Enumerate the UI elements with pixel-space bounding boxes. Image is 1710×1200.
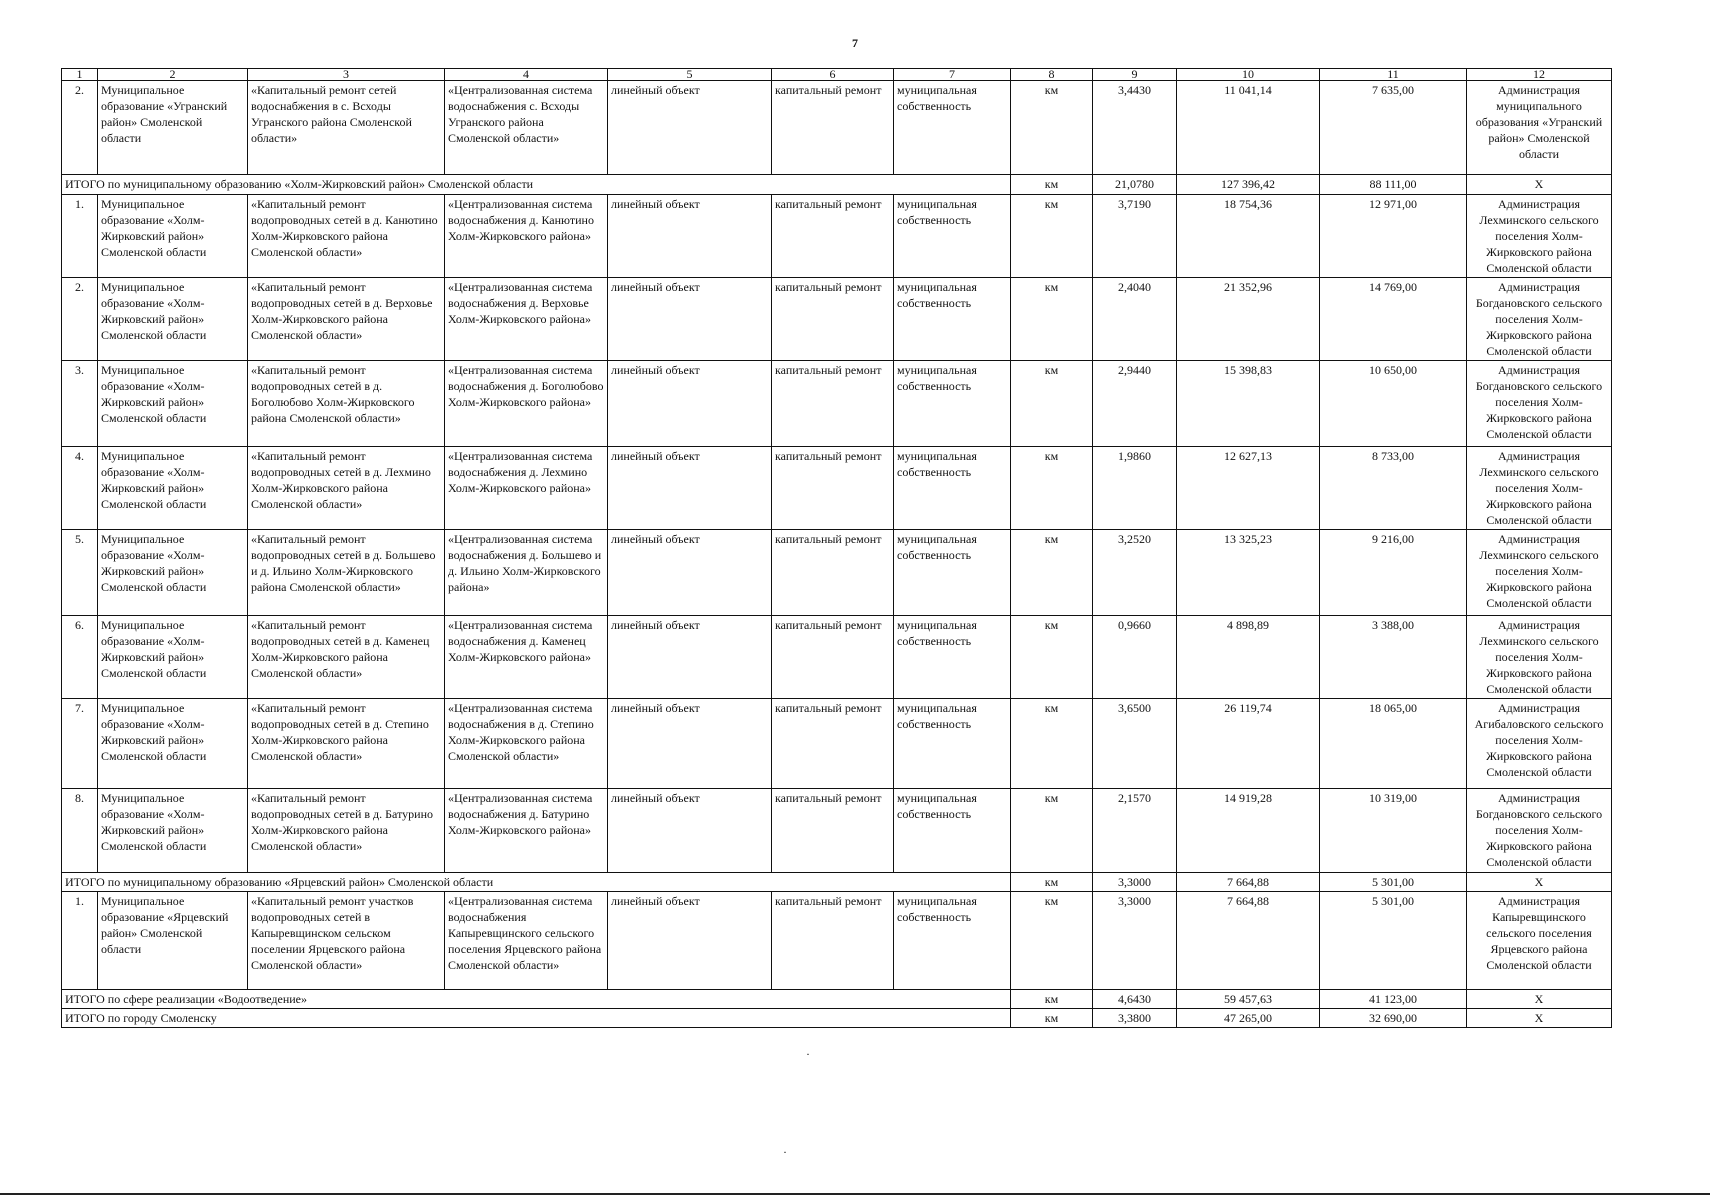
cost-cell: 13 325,23 bbox=[1177, 530, 1320, 616]
amount-cell: 14 769,00 bbox=[1320, 278, 1467, 361]
amount-cell: 10 650,00 bbox=[1320, 361, 1467, 447]
table-row bbox=[62, 789, 1612, 873]
ownership-cell: муниципальная собственность bbox=[894, 892, 1011, 990]
unit-cell: км bbox=[1011, 175, 1093, 195]
municipality-cell: Муниципальное образование «Холм-Жирковский район» Смоленской области bbox=[98, 616, 248, 699]
table-row bbox=[62, 278, 1612, 361]
object-type-cell: линейный объект bbox=[608, 447, 772, 530]
responsible-cell: Администрация муниципального образования «Угранский район» Смоленской области bbox=[1467, 81, 1612, 175]
responsible-cell: Администрация Лехминского сельского поселения Холм-Жирковского района Смоленской области bbox=[1467, 195, 1612, 278]
cost-cell: 15 398,83 bbox=[1177, 361, 1320, 447]
municipality-cell: Муниципальное образование «Угранский район» Смоленской области bbox=[98, 81, 248, 175]
amount-cell: 10 319,00 bbox=[1320, 789, 1467, 873]
measure-cell: «Капитальный ремонт водопроводных сетей в д. Каменец Холм-Жирковского района Смоленской области» bbox=[248, 616, 445, 699]
amount-cell: 5 301,00 bbox=[1320, 892, 1467, 990]
object-cell: «Централизованная система водоснабжения в д. Степино Холм-Жирковского района Смоленской области» bbox=[445, 699, 608, 789]
length-cell: 3,3000 bbox=[1093, 892, 1177, 990]
cost-cell: 47 265,00 bbox=[1177, 1009, 1320, 1028]
municipality-cell: Муниципальное образование «Холм-Жирковский район» Смоленской области bbox=[98, 699, 248, 789]
municipality-cell: Муниципальное образование «Холм-Жирковский район» Смоленской области bbox=[98, 530, 248, 616]
column-header: 5 bbox=[608, 69, 772, 81]
column-header: 8 bbox=[1011, 69, 1093, 81]
amount-cell: 7 635,00 bbox=[1320, 81, 1467, 175]
ownership-cell: муниципальная собственность bbox=[894, 447, 1011, 530]
unit-cell: км bbox=[1011, 873, 1093, 892]
object-cell: «Централизованная система водоснабжения д. Батурино Холм-Жирковского района» bbox=[445, 789, 608, 873]
municipality-cell: Муниципальное образование «Холм-Жирковский район» Смоленской области bbox=[98, 278, 248, 361]
responsible-cell: Х bbox=[1467, 175, 1612, 195]
object-cell: «Централизованная система водоснабжения д. Канютино Холм-Жирковского района» bbox=[445, 195, 608, 278]
total-row bbox=[62, 990, 1612, 1009]
row-number: 2. bbox=[62, 81, 98, 175]
length-cell: 3,4430 bbox=[1093, 81, 1177, 175]
responsible-cell: Администрация Богдановского сельского поселения Холм-Жирковского района Смоленской области bbox=[1467, 278, 1612, 361]
ownership-cell: муниципальная собственность bbox=[894, 789, 1011, 873]
measure-cell: «Капитальный ремонт сетей водоснабжения в с. Всходы Угранского района Смоленской области» bbox=[248, 81, 445, 175]
measure-cell: «Капитальный ремонт водопроводных сетей в д. Лехмино Холм-Жирковского района Смоленской области» bbox=[248, 447, 445, 530]
length-cell: 1,9860 bbox=[1093, 447, 1177, 530]
amount-cell: 18 065,00 bbox=[1320, 699, 1467, 789]
object-type-cell: линейный объект bbox=[608, 195, 772, 278]
unit-cell: км bbox=[1011, 990, 1093, 1009]
unit-cell: км bbox=[1011, 195, 1093, 278]
table-row bbox=[62, 892, 1612, 990]
responsible-cell: Администрация Лехминского сельского поселения Холм-Жирковского района Смоленской области bbox=[1467, 616, 1612, 699]
object-type-cell: линейный объект bbox=[608, 81, 772, 175]
unit-cell: км bbox=[1011, 278, 1093, 361]
ownership-cell: муниципальная собственность bbox=[894, 278, 1011, 361]
object-type-cell: линейный объект bbox=[608, 530, 772, 616]
municipality-cell: Муниципальное образование «Холм-Жирковский район» Смоленской области bbox=[98, 447, 248, 530]
column-header: 3 bbox=[248, 69, 445, 81]
table-row bbox=[62, 195, 1612, 278]
measure-cell: «Капитальный ремонт водопроводных сетей в д. Большево и д. Ильино Холм-Жирковского района Смоленской области» bbox=[248, 530, 445, 616]
row-number: 1. bbox=[62, 195, 98, 278]
amount-cell: 32 690,00 bbox=[1320, 1009, 1467, 1028]
column-number-row bbox=[62, 69, 1612, 81]
work-type-cell: капитальный ремонт bbox=[772, 195, 894, 278]
length-cell: 3,7190 bbox=[1093, 195, 1177, 278]
work-type-cell: капитальный ремонт bbox=[772, 530, 894, 616]
length-cell: 3,3800 bbox=[1093, 1009, 1177, 1028]
table-row bbox=[62, 447, 1612, 530]
length-cell: 2,9440 bbox=[1093, 361, 1177, 447]
cost-cell: 127 396,42 bbox=[1177, 175, 1320, 195]
cost-cell: 4 898,89 bbox=[1177, 616, 1320, 699]
object-cell: «Централизованная система водоснабжения д. Верховье Холм-Жирковского района» bbox=[445, 278, 608, 361]
responsible-cell: Х bbox=[1467, 990, 1612, 1009]
object-cell: «Централизованная система водоснабжения д. Лехмино Холм-Жирковского района» bbox=[445, 447, 608, 530]
measure-cell: «Капитальный ремонт водопроводных сетей в д. Степино Холм-Жирковского района Смоленской области» bbox=[248, 699, 445, 789]
ownership-cell: муниципальная собственность bbox=[894, 616, 1011, 699]
column-header: 11 bbox=[1320, 69, 1467, 81]
work-type-cell: капитальный ремонт bbox=[772, 699, 894, 789]
amount-cell: 5 301,00 bbox=[1320, 873, 1467, 892]
measure-cell: «Капитальный ремонт водопроводных сетей в д. Верховье Холм-Жирковского района Смоленской области» bbox=[248, 278, 445, 361]
object-type-cell: линейный объект bbox=[608, 789, 772, 873]
scan-dot: · bbox=[806, 1047, 810, 1061]
column-header: 6 bbox=[772, 69, 894, 81]
total-row bbox=[62, 1009, 1612, 1028]
object-cell: «Централизованная система водоснабжения д. Большево и д. Ильино Холм-Жирковского района» bbox=[445, 530, 608, 616]
amount-cell: 12 971,00 bbox=[1320, 195, 1467, 278]
amount-cell: 3 388,00 bbox=[1320, 616, 1467, 699]
amount-cell: 8 733,00 bbox=[1320, 447, 1467, 530]
cost-cell: 59 457,63 bbox=[1177, 990, 1320, 1009]
object-cell: «Централизованная система водоснабжения д. Боголюбово Холм-Жирковского района» bbox=[445, 361, 608, 447]
work-type-cell: капитальный ремонт bbox=[772, 447, 894, 530]
cost-cell: 7 664,88 bbox=[1177, 873, 1320, 892]
scan-dot: · bbox=[783, 1145, 787, 1159]
length-cell: 3,3000 bbox=[1093, 873, 1177, 892]
responsible-cell: Администрация Лехминского сельского поселения Холм-Жирковского района Смоленской области bbox=[1467, 447, 1612, 530]
table-row bbox=[62, 616, 1612, 699]
measure-cell: «Капитальный ремонт водопроводных сетей в д. Канютино Холм-Жирковского района Смоленской области» bbox=[248, 195, 445, 278]
municipality-cell: Муниципальное образование «Холм-Жирковский район» Смоленской области bbox=[98, 195, 248, 278]
total-row bbox=[62, 175, 1612, 195]
ownership-cell: муниципальная собственность bbox=[894, 699, 1011, 789]
column-header: 12 bbox=[1467, 69, 1612, 81]
responsible-cell: Х bbox=[1467, 873, 1612, 892]
total-label: ИТОГО по муниципальному образованию «Холм-Жирковский район» Смоленской области bbox=[62, 175, 1011, 195]
responsible-cell: Администрация Капыревщинского сельского поселения Ярцевского района Смоленской области bbox=[1467, 892, 1612, 990]
unit-cell: км bbox=[1011, 892, 1093, 990]
total-label: ИТОГО по сфере реализации «Водоотведение» bbox=[62, 990, 1011, 1009]
amount-cell: 41 123,00 bbox=[1320, 990, 1467, 1009]
object-type-cell: линейный объект bbox=[608, 699, 772, 789]
cost-cell: 7 664,88 bbox=[1177, 892, 1320, 990]
column-header: 7 bbox=[894, 69, 1011, 81]
cost-cell: 12 627,13 bbox=[1177, 447, 1320, 530]
measure-cell: «Капитальный ремонт участков водопроводных сетей в Капыревщинском сельском поселении Ярцевского района Смоленской области» bbox=[248, 892, 445, 990]
amount-cell: 88 111,00 bbox=[1320, 175, 1467, 195]
work-type-cell: капитальный ремонт bbox=[772, 361, 894, 447]
table-body bbox=[62, 81, 1612, 1028]
responsible-cell: Администрация Агибаловского сельского поселения Холм-Жирковского района Смоленской области bbox=[1467, 699, 1612, 789]
length-cell: 3,2520 bbox=[1093, 530, 1177, 616]
row-number: 2. bbox=[62, 278, 98, 361]
total-label: ИТОГО по городу Смоленску bbox=[62, 1009, 1011, 1028]
responsible-cell: Администрация Лехминского сельского поселения Холм-Жирковского района Смоленской области bbox=[1467, 530, 1612, 616]
row-number: 8. bbox=[62, 789, 98, 873]
object-type-cell: линейный объект bbox=[608, 361, 772, 447]
measure-cell: «Капитальный ремонт водопроводных сетей в д. Батурино Холм-Жирковского района Смоленской области» bbox=[248, 789, 445, 873]
cost-cell: 26 119,74 bbox=[1177, 699, 1320, 789]
row-number: 7. bbox=[62, 699, 98, 789]
table-row bbox=[62, 699, 1612, 789]
work-type-cell: капитальный ремонт bbox=[772, 892, 894, 990]
length-cell: 21,0780 bbox=[1093, 175, 1177, 195]
unit-cell: км bbox=[1011, 361, 1093, 447]
object-cell: «Централизованная система водоснабжения Капыревщинского сельского поселения Ярцевского района Смоленской области» bbox=[445, 892, 608, 990]
length-cell: 4,6430 bbox=[1093, 990, 1177, 1009]
unit-cell: км bbox=[1011, 530, 1093, 616]
responsible-cell: Администрация Богдановского сельского поселения Холм-Жирковского района Смоленской области bbox=[1467, 789, 1612, 873]
unit-cell: км bbox=[1011, 81, 1093, 175]
column-header: 4 bbox=[445, 69, 608, 81]
page-number: 7 bbox=[852, 36, 858, 50]
ownership-cell: муниципальная собственность bbox=[894, 361, 1011, 447]
cost-cell: 18 754,36 bbox=[1177, 195, 1320, 278]
work-type-cell: капитальный ремонт bbox=[772, 278, 894, 361]
unit-cell: км bbox=[1011, 447, 1093, 530]
column-header: 2 bbox=[98, 69, 248, 81]
column-header: 1 bbox=[62, 69, 98, 81]
work-type-cell: капитальный ремонт bbox=[772, 616, 894, 699]
object-type-cell: линейный объект bbox=[608, 278, 772, 361]
unit-cell: км bbox=[1011, 789, 1093, 873]
row-number: 3. bbox=[62, 361, 98, 447]
row-number: 1. bbox=[62, 892, 98, 990]
unit-cell: км bbox=[1011, 699, 1093, 789]
ownership-cell: муниципальная собственность bbox=[894, 81, 1011, 175]
table-row bbox=[62, 81, 1612, 175]
responsible-cell: Администрация Богдановского сельского поселения Холм-Жирковского района Смоленской области bbox=[1467, 361, 1612, 447]
total-row bbox=[62, 873, 1612, 892]
table-row bbox=[62, 530, 1612, 616]
object-cell: «Централизованная система водоснабжения д. Каменец Холм-Жирковского района» bbox=[445, 616, 608, 699]
work-type-cell: капитальный ремонт bbox=[772, 81, 894, 175]
length-cell: 3,6500 bbox=[1093, 699, 1177, 789]
amount-cell: 9 216,00 bbox=[1320, 530, 1467, 616]
row-number: 4. bbox=[62, 447, 98, 530]
responsible-cell: Х bbox=[1467, 1009, 1612, 1028]
cost-cell: 11 041,14 bbox=[1177, 81, 1320, 175]
length-cell: 2,1570 bbox=[1093, 789, 1177, 873]
cost-cell: 14 919,28 bbox=[1177, 789, 1320, 873]
column-header: 10 bbox=[1177, 69, 1320, 81]
ownership-cell: муниципальная собственность bbox=[894, 530, 1011, 616]
table-row bbox=[62, 361, 1612, 447]
row-number: 5. bbox=[62, 530, 98, 616]
object-cell: «Централизованная система водоснабжения с. Всходы Угранского района Смоленской области» bbox=[445, 81, 608, 175]
capital-repair-table bbox=[61, 68, 1612, 1028]
work-type-cell: капитальный ремонт bbox=[772, 789, 894, 873]
municipality-cell: Муниципальное образование «Холм-Жирковский район» Смоленской области bbox=[98, 361, 248, 447]
measure-cell: «Капитальный ремонт водопроводных сетей в д. Боголюбово Холм-Жирковского района Смоленской области» bbox=[248, 361, 445, 447]
total-label: ИТОГО по муниципальному образованию «Ярцевский район» Смоленской области bbox=[62, 873, 1011, 892]
object-type-cell: линейный объект bbox=[608, 616, 772, 699]
length-cell: 2,4040 bbox=[1093, 278, 1177, 361]
ownership-cell: муниципальная собственность bbox=[894, 195, 1011, 278]
row-number: 6. bbox=[62, 616, 98, 699]
page-bottom-rule bbox=[0, 1193, 1710, 1195]
column-header: 9 bbox=[1093, 69, 1177, 81]
unit-cell: км bbox=[1011, 1009, 1093, 1028]
municipality-cell: Муниципальное образование «Ярцевский район» Смоленской области bbox=[98, 892, 248, 990]
object-type-cell: линейный объект bbox=[608, 892, 772, 990]
unit-cell: км bbox=[1011, 616, 1093, 699]
cost-cell: 21 352,96 bbox=[1177, 278, 1320, 361]
municipality-cell: Муниципальное образование «Холм-Жирковский район» Смоленской области bbox=[98, 789, 248, 873]
length-cell: 0,9660 bbox=[1093, 616, 1177, 699]
